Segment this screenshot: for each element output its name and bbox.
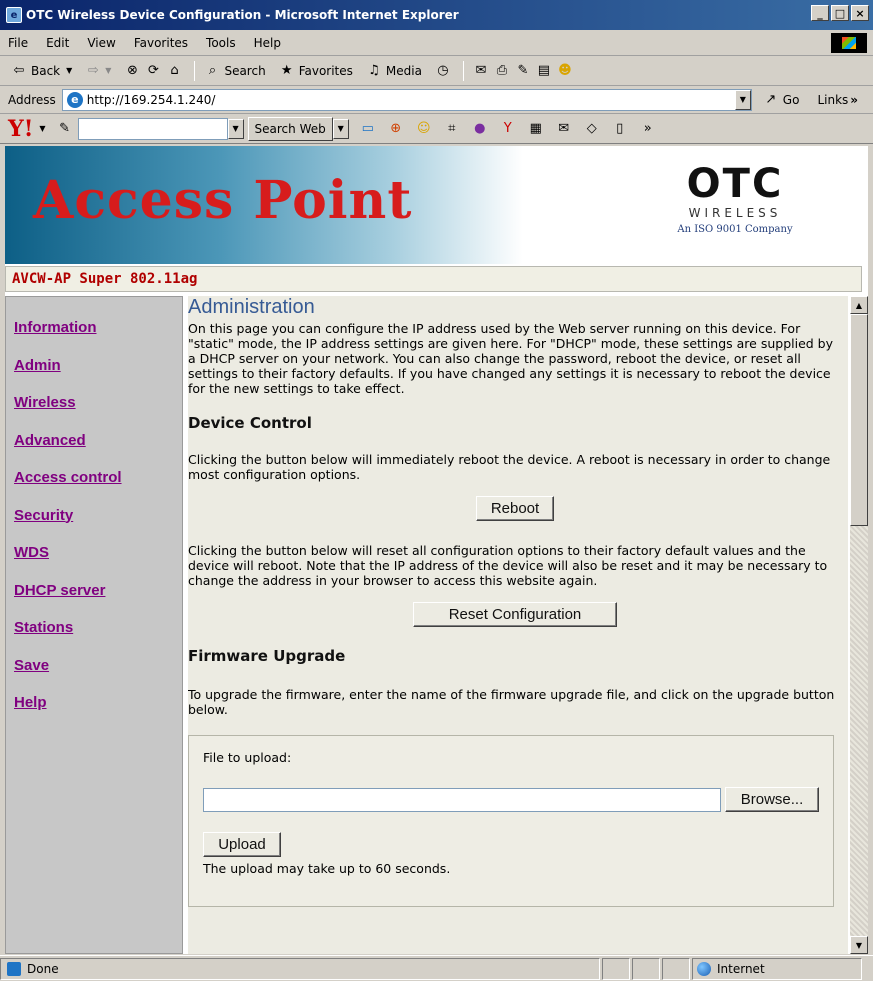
menu-file[interactable]: File xyxy=(8,35,29,50)
otc-logo-mark: OTC xyxy=(686,161,784,207)
yahoo-search-input[interactable] xyxy=(78,118,228,140)
messenger-icon[interactable]: ☻ xyxy=(558,63,572,78)
back-arrow-icon: ⇦ xyxy=(13,63,25,78)
upload-button[interactable]: Upload xyxy=(203,832,281,857)
toolbar-separator xyxy=(463,61,464,81)
print-icon[interactable]: ⎙ xyxy=(496,63,508,78)
sidebar-nav xyxy=(5,296,183,954)
home-icon[interactable]: ⌂ xyxy=(170,63,179,78)
status-bar xyxy=(0,955,873,981)
ie-page-icon: e xyxy=(67,92,83,108)
nav-stations[interactable]: Stations xyxy=(14,619,74,636)
yahoo-toolbar xyxy=(0,114,873,144)
search-web-dropdown-icon[interactable]: ▼ xyxy=(333,119,349,139)
my-yahoo-icon[interactable]: ● xyxy=(474,121,486,136)
nav-admin[interactable]: Admin xyxy=(14,356,61,374)
status-cell xyxy=(662,958,690,980)
main-content xyxy=(188,296,848,954)
yahoo-mail-icon[interactable]: Y xyxy=(503,121,512,136)
minimize-button[interactable]: _ xyxy=(811,5,829,21)
envelope-icon[interactable]: ✉ xyxy=(558,121,570,136)
clipboard-icon[interactable]: ▯ xyxy=(616,121,624,136)
nav-information[interactable]: Information xyxy=(14,319,97,336)
upload-form xyxy=(188,735,834,907)
firmware-file-input[interactable] xyxy=(203,788,721,812)
status-text-panel xyxy=(0,958,600,980)
menu-edit[interactable]: Edit xyxy=(46,35,70,50)
web-page xyxy=(5,146,868,954)
yahoo-dropdown-icon[interactable]: ▼ xyxy=(39,124,46,133)
banner xyxy=(5,146,868,264)
yahoo-logo[interactable]: Y! xyxy=(8,115,34,142)
firmware-upgrade-heading: Firmware Upgrade xyxy=(188,647,346,665)
address-bar xyxy=(0,86,873,114)
banner-title: Access Point xyxy=(33,170,413,231)
go-button[interactable]: ↗ Go xyxy=(762,91,800,109)
menu-favorites[interactable]: Favorites xyxy=(133,35,189,50)
reboot-button[interactable]: Reboot xyxy=(476,496,554,521)
refresh-icon[interactable]: ⟳ xyxy=(148,63,159,78)
otc-logo xyxy=(670,161,800,235)
menu-help[interactable]: Help xyxy=(253,35,281,50)
scrollbar-thumb[interactable] xyxy=(850,314,868,526)
scroll-down-icon[interactable]: ▼ xyxy=(850,936,868,954)
edit-icon[interactable]: ✎ xyxy=(517,63,529,78)
media-icon: ♫ xyxy=(368,63,380,78)
otc-iso-text: An ISO 9001 Company xyxy=(677,224,793,235)
chart-icon[interactable]: ▦ xyxy=(529,121,542,136)
status-cell xyxy=(632,958,660,980)
standard-toolbar xyxy=(0,56,873,86)
nav-wds[interactable]: WDS xyxy=(14,544,49,561)
device-control-heading: Device Control xyxy=(188,414,312,432)
window-title: OTC Wireless Device Configuration - Microsoft Internet Explorer xyxy=(26,8,459,22)
firmware-description: To upgrade the firmware, enter the name of the firmware upgrade file, and click on the upgrade button below. xyxy=(188,687,835,717)
vertical-scrollbar[interactable] xyxy=(850,296,868,954)
address-input[interactable] xyxy=(62,89,752,111)
overflow-chevron-icon[interactable]: » xyxy=(643,121,652,136)
stop-icon[interactable]: ⊗ xyxy=(127,63,138,78)
maximize-button[interactable]: □ xyxy=(831,5,849,21)
scroll-up-icon[interactable]: ▲ xyxy=(850,296,868,314)
forward-arrow-icon: ⇨ xyxy=(87,63,99,78)
security-zone xyxy=(692,958,862,980)
ie-app-icon: e xyxy=(6,7,22,23)
pencil-icon[interactable]: ✎ xyxy=(59,121,70,136)
address-label: Address xyxy=(8,92,56,107)
file-to-upload-label: File to upload: xyxy=(203,750,292,765)
menu-view[interactable]: View xyxy=(87,35,116,50)
search-web-button[interactable]: Search Web xyxy=(248,117,333,141)
close-button[interactable]: × xyxy=(851,5,869,21)
mail-icon[interactable]: ✉ xyxy=(475,63,487,78)
reset-configuration-button[interactable]: Reset Configuration xyxy=(413,602,617,627)
window-title-bar xyxy=(0,0,873,30)
favorites-button[interactable]: ★ Favorites xyxy=(278,62,353,80)
menu-tools[interactable]: Tools xyxy=(206,35,236,50)
model-name: AVCW-AP Super 802.11ag xyxy=(12,271,198,287)
intro-text: On this page you can configure the IP address used by the Web server running on this device. For "static" mode, the IP address settings are given here. For "DHCP" mode, these settings are supplied by a DHCP server on your network. You can also change the password, reboot the device, or reset all settings to their factory defaults. If you have changed any settings it is necessary to reboot the device for the new settings to take effect. xyxy=(188,321,834,396)
windows-logo-icon xyxy=(831,33,867,53)
nav-wireless[interactable]: Wireless xyxy=(14,394,76,411)
page-done-icon xyxy=(7,962,21,976)
nav-access-control[interactable]: Access control xyxy=(14,469,122,486)
back-dropdown-icon[interactable]: ▼ xyxy=(66,66,73,75)
address-url: http://169.254.1.240/ xyxy=(86,92,216,107)
menu-bar xyxy=(0,30,873,56)
address-dropdown-icon[interactable]: ▼ xyxy=(735,90,751,110)
upload-note: The upload may take up to 60 seconds. xyxy=(203,861,451,876)
otc-logo-sub: WIRELESS xyxy=(688,206,782,220)
browse-button[interactable]: Browse... xyxy=(725,787,819,812)
links-chevron-icon[interactable]: » xyxy=(850,92,859,107)
internet-globe-icon xyxy=(697,962,711,976)
nav-dhcp-server[interactable]: DHCP server xyxy=(14,581,106,599)
nav-help[interactable]: Help xyxy=(14,694,47,711)
zone-label: Internet xyxy=(717,961,765,976)
search-icon: ⌕ xyxy=(208,63,217,78)
highlight-icon[interactable]: ▭ xyxy=(361,121,374,136)
history-icon[interactable]: ◷ xyxy=(437,63,449,78)
smiley-icon[interactable]: ☺ xyxy=(416,121,431,136)
reset-description: Clicking the button below will reset all configuration options to their factory default values and the device will reboot. Note that the IP address of the device will also be reset and it may be necessary to change the address in your browser to access this website again. xyxy=(188,543,828,588)
discuss-icon[interactable]: ▤ xyxy=(537,63,551,78)
status-cell xyxy=(602,958,630,980)
nav-security[interactable]: Security xyxy=(14,506,74,524)
search-button[interactable]: ⌕ Search xyxy=(203,62,265,80)
toolbar-separator xyxy=(194,61,195,81)
page-title: Administration xyxy=(188,296,315,318)
status-text: Done xyxy=(27,961,59,976)
forward-dropdown-icon[interactable]: ▼ xyxy=(105,66,112,75)
go-arrow-icon: ↗ xyxy=(765,92,777,107)
favorites-icon: ★ xyxy=(280,63,293,78)
forward-button[interactable] xyxy=(84,62,111,80)
nav-advanced[interactable]: Advanced xyxy=(14,431,86,449)
yahoo-search-dropdown-icon[interactable]: ▼ xyxy=(228,119,244,139)
finance-icon[interactable]: ⌗ xyxy=(448,121,456,136)
links-button[interactable]: Links xyxy=(817,92,849,107)
reboot-description: Clicking the button below will immediately reboot the device. A reboot is necessary in order to change most configuration options. xyxy=(188,452,831,482)
model-bar xyxy=(5,266,862,292)
target-icon[interactable]: ⊕ xyxy=(390,121,402,136)
nav-save[interactable]: Save xyxy=(14,656,50,674)
back-button[interactable]: ⇦ Back ▼ xyxy=(10,62,72,80)
bookmark-icon[interactable]: ◇ xyxy=(586,121,597,136)
media-button[interactable]: ♫ Media xyxy=(365,62,422,80)
